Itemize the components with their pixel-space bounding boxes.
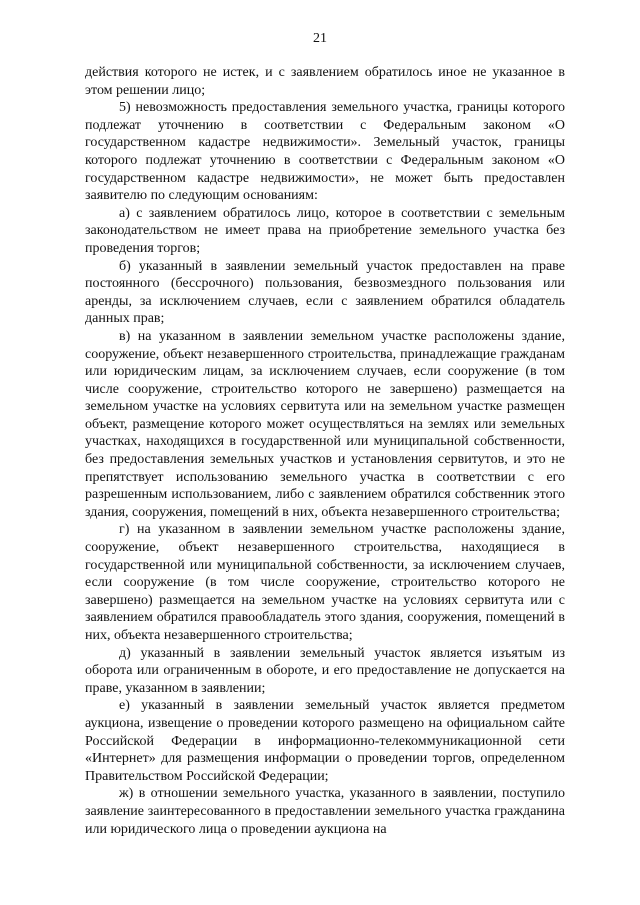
paragraph-subitem-e: е) указанный в заявлении земельный участок является предметом аукциона, извещение о проведении которого размещено на официальном сайте Российской Федерации в информационно-телекоммуникационной сети «Интернет» для размещения информации о проведении торгов, определенном Правительством Российской Федерации; xyxy=(85,698,565,784)
document-body xyxy=(85,64,565,838)
page-number: 21 xyxy=(313,31,327,46)
paragraph-subitem-g: г) на указанном в заявлении земельном участке расположены здание, сооружение, объект незавершенного строительства, находящиеся в государственной или муниципальной собственности, за исключением случаев, если сооружение (в том числе сооружение, строительство которого не завершено) размещается на земельном участке на условиях сервитута или с заявлением обратился правообладатель этого здания, сооружения, помещений в них, объекта незавершенного строительства; xyxy=(85,522,565,643)
paragraph-subitem-v: в) на указанном в заявлении земельном участке расположены здание, сооружение, объект незавершенного строительства, принадлежащие гражданам или юридическим лицам, за исключением случаев, если сооружение (в том числе сооружение, строительство которого не завершено) размещается на земельном участке на условиях сервитута или на земельном участке размещен объект, размещение которого может осуществляться на землях или земельных участках, находящихся в государственной или муниципальной собственности, без предоставления земельных участков и установления сервитутов, и это не препятствует использованию земельного участка в соответствии с его разрешенным использованием, либо с заявлением обратился собственник этого здания, сооружения, помещений в них, объекта незавершенного строительства; xyxy=(85,328,565,520)
paragraph-continuation: действия которого не истек, и с заявлением обратилось иное не указанное в этом решении лицо; xyxy=(85,65,565,98)
paragraph-subitem-d: д) указанный в заявлении земельный участок является изъятым из оборота или ограниченным в обороте, и его предоставление не допускается на праве, указанном в заявлении; xyxy=(85,645,565,696)
paragraph-item-5: 5) невозможность предоставления земельного участка, границы которого подлежат уточнению в соответствии с Федеральным законом «О государственном кадастре недвижимости». Земельный участок, границы которого подлежат уточнению в соответствии с Федеральным законом «О государственном кадастре недвижимости», не может быть предоставлен заявителю по следующим основаниям: xyxy=(85,100,565,204)
paragraph-subitem-a: а) с заявлением обратилось лицо, которое в соответствии с земельным законодательством не имеет права на приобретение земельного участка без проведения торгов; xyxy=(85,205,565,256)
paragraph-subitem-zh: ж) в отношении земельного участка, указанного в заявлении, поступило заявление заинтересованного в предоставлении земельного участка гражданина или юридического лица о проведении аукциона на xyxy=(85,786,565,837)
paragraph-subitem-b: б) указанный в заявлении земельный участок предоставлен на праве постоянного (бессрочного) пользования, безвозмездного пользования или аренды, за исключением случаев, если с заявлением обратился обладатель данных прав; xyxy=(85,258,565,327)
